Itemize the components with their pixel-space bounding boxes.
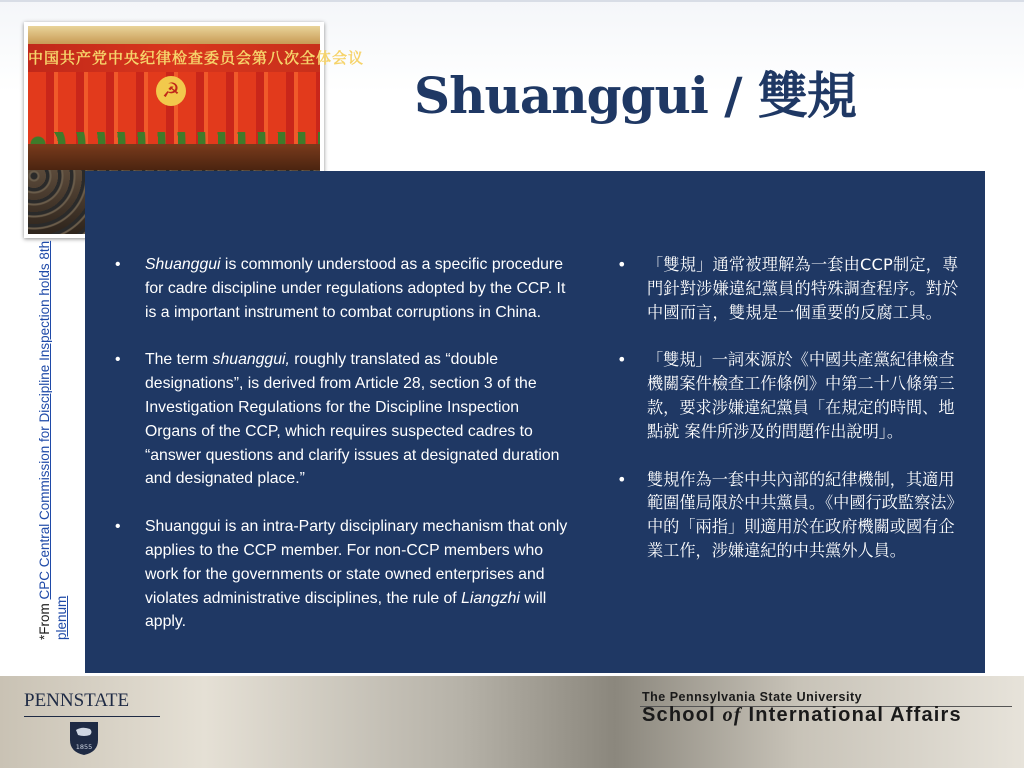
pennstate-wordmark: PENNSTATE	[24, 690, 130, 711]
bullet-text: 「雙規」一詞來源於《中國共產黨紀律檢查機關案件檢查工作條例》中第二十八條第三款，要求涉嫌違紀黨員「在規定的時間、地點就 案件所涉及的問題作出說明」。	[647, 350, 955, 441]
content-panel	[85, 171, 985, 673]
school-name-suffix: International Affairs	[741, 704, 962, 726]
top-rule	[0, 0, 1024, 2]
school-name-prefix: School	[642, 704, 723, 726]
photo-banner: 中国共产党中央纪律检查委员会第八次全体会议	[28, 44, 320, 72]
bullet-text: will apply.	[145, 589, 547, 631]
photo-source-caption	[36, 240, 70, 640]
english-bullet-item	[113, 348, 573, 491]
slide-title: Shuanggui / 雙規	[414, 66, 856, 125]
bullet-marker: •	[115, 518, 121, 536]
bullet-text: roughly translated as “double designations”, is derived from Article 28, section 3 of the Investigation Regulations for the Discipline Inspection Organs of the CCP, which requires suspected cadres to “answer questions and clarify issues at designated duration and designated place.”	[145, 351, 560, 488]
pennstate-logo	[24, 688, 164, 758]
bullet-text: Shuanggui	[145, 256, 221, 273]
english-bullet-item	[113, 515, 573, 634]
bullet-marker: •	[617, 350, 627, 370]
school-name	[642, 704, 962, 727]
chinese-bullet-item	[615, 253, 965, 324]
english-bullet-list	[113, 253, 573, 658]
bullet-text: Liangzhi	[461, 589, 520, 607]
hammer-sickle-icon: ☭	[156, 76, 186, 106]
bullet-marker: •	[115, 351, 121, 369]
nittany-lion-shield-icon	[68, 720, 100, 756]
bullet-text: is commonly understood as a specific procedure for cadre discipline under regulations adopted by the CCP. It is a important instrument to combat corruptions in China.	[145, 256, 566, 321]
bullet-text: 「雙規」通常被理解為一套由CCP制定，專門針對涉嫌違紀黨員的特殊調查程序。對於中國而言，雙規是一個重要的反腐工具。	[647, 255, 959, 322]
source-link[interactable]: CPC Central Commission for Discipline Inspection holds 8th plenum	[37, 240, 69, 640]
bullet-text: shuanggui,	[212, 351, 290, 369]
photo-dais	[28, 144, 320, 170]
bullet-marker: •	[617, 255, 627, 274]
caption-prefix: *From	[37, 599, 52, 640]
chinese-bullet-item	[615, 348, 965, 443]
university-name: The Pennsylvania State University	[642, 690, 863, 704]
logo-year: 1855	[75, 743, 93, 751]
bullet-text: The term	[145, 351, 213, 369]
bullet-marker: •	[115, 256, 121, 273]
chinese-bullet-item	[615, 468, 965, 563]
bullet-marker: •	[617, 469, 627, 489]
chinese-bullet-list	[615, 253, 965, 587]
english-bullet-item	[113, 253, 573, 324]
photo-curtain	[28, 26, 320, 44]
school-name-of: of	[722, 704, 742, 726]
bullet-text: 雙規作為一套中共內部的紀律機制，其適用範圍僅局限於中共黨員。《中國行政監察法》中的「兩指」則適用於在政府機關或國有企業工作，涉嫌違紀的中共黨外人員。	[647, 469, 963, 560]
logo-rule	[24, 716, 160, 717]
bullet-text: Shuanggui is an intra-Party disciplinary mechanism that only applies to the CCP member. For non-CCP members who work for the governments or state owned enterprises and violates administrative disciplines, the rule of	[145, 518, 568, 607]
